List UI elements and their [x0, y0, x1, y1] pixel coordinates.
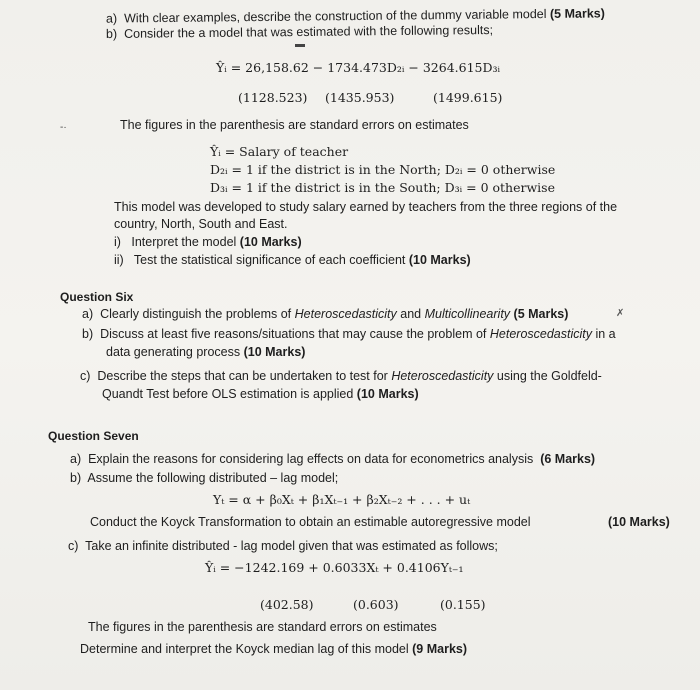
q5-def-2: D₂ᵢ = 1 if the district is in the North; D₂ᵢ = 0 otherwise — [210, 162, 556, 177]
q7-se-3: (0.155) — [440, 597, 486, 612]
q5-ii: ii) Test the statistical significance of each coefficient (10 Marks) — [114, 253, 471, 267]
q7-equation2: Ŷᵢ = −1242.169 + 0.6033Xₜ + 0.4106Yₜ₋₁ — [205, 560, 464, 575]
q6-title: Question Six — [60, 290, 134, 304]
q6-c-line2: Quandt Test before OLS estimation is applied (10 Marks) — [102, 387, 419, 401]
q6-b-line2: data generating process (10 Marks) — [106, 345, 306, 359]
q7-b: b) Assume the following distributed – lag model; — [70, 471, 339, 485]
q5-se-1: (1128.523) — [238, 90, 308, 105]
q5-a: a) With clear examples, describe the construction of the dummy variable model (5 Marks) — [105, 6, 605, 26]
q7-se-2: (0.603) — [353, 597, 399, 612]
q7-final: Determine and interpret the Koyck median lag of this model (9 Marks) — [80, 642, 468, 656]
q6-b-line1: b) Discuss at least five reasons/situations that may cause the problem of Heteroscedasticity in a — [82, 327, 616, 341]
q5-i: i) Interpret the model (10 Marks) — [114, 235, 302, 249]
q5-se-note: The figures in the parenthesis are standard errors on estimates — [120, 118, 469, 132]
q7-koyck: Conduct the Koyck Transformation to obtain an estimable autoregressive model — [90, 515, 531, 529]
q5-purpose-1: This model was developed to study salary earned by teachers from the three regions of the — [114, 200, 618, 214]
q7-c: c) Take an infinite distributed - lag model given that was estimated as follows; — [68, 539, 498, 553]
q7-equation: Yₜ = α + β₀Xₜ + β₁Xₜ₋₁ + β₂Xₜ₋₂ + . . . + uₜ — [213, 492, 471, 507]
q7-se-note: The figures in the parenthesis are standard errors on estimates — [88, 620, 437, 634]
q5-se-2: (1435.953) — [325, 90, 395, 105]
pen-mark: ▬ — [295, 39, 305, 50]
q6-a: a) Clearly distinguish the problems of Heteroscedasticity and Multicollinearity (5 Marks) — [82, 307, 569, 321]
q7-se-1: (402.58) — [260, 597, 314, 612]
q5-def-3: D₃ᵢ = 1 if the district is in the South; D₃ᵢ = 0 otherwise — [210, 180, 555, 195]
q7-koyck-marks: (10 Marks) — [608, 515, 670, 529]
strike-mark: ✗ — [616, 308, 625, 319]
q5-se-3: (1499.615) — [433, 90, 503, 105]
q7-title: Question Seven — [48, 429, 139, 443]
q5-def-1: Ŷᵢ = Salary of teacher — [210, 144, 349, 159]
q7-a: a) Explain the reasons for considering lag effects on data for econometrics analysis (6 Marks) — [70, 452, 596, 466]
dash-mark: -· — [60, 122, 67, 133]
q6-c-line1: c) Describe the steps that can be undertaken to test for Heteroscedasticity using the Goldfeld- — [80, 369, 602, 383]
q5-equation: Ŷᵢ = 26,158.62 − 1734.473D₂ᵢ − 3264.615D₃ᵢ — [216, 60, 501, 75]
q5-b: b) Consider the a model that was estimated with the following results; — [105, 22, 494, 42]
q5-purpose-2: country, North, South and East. — [114, 217, 288, 231]
